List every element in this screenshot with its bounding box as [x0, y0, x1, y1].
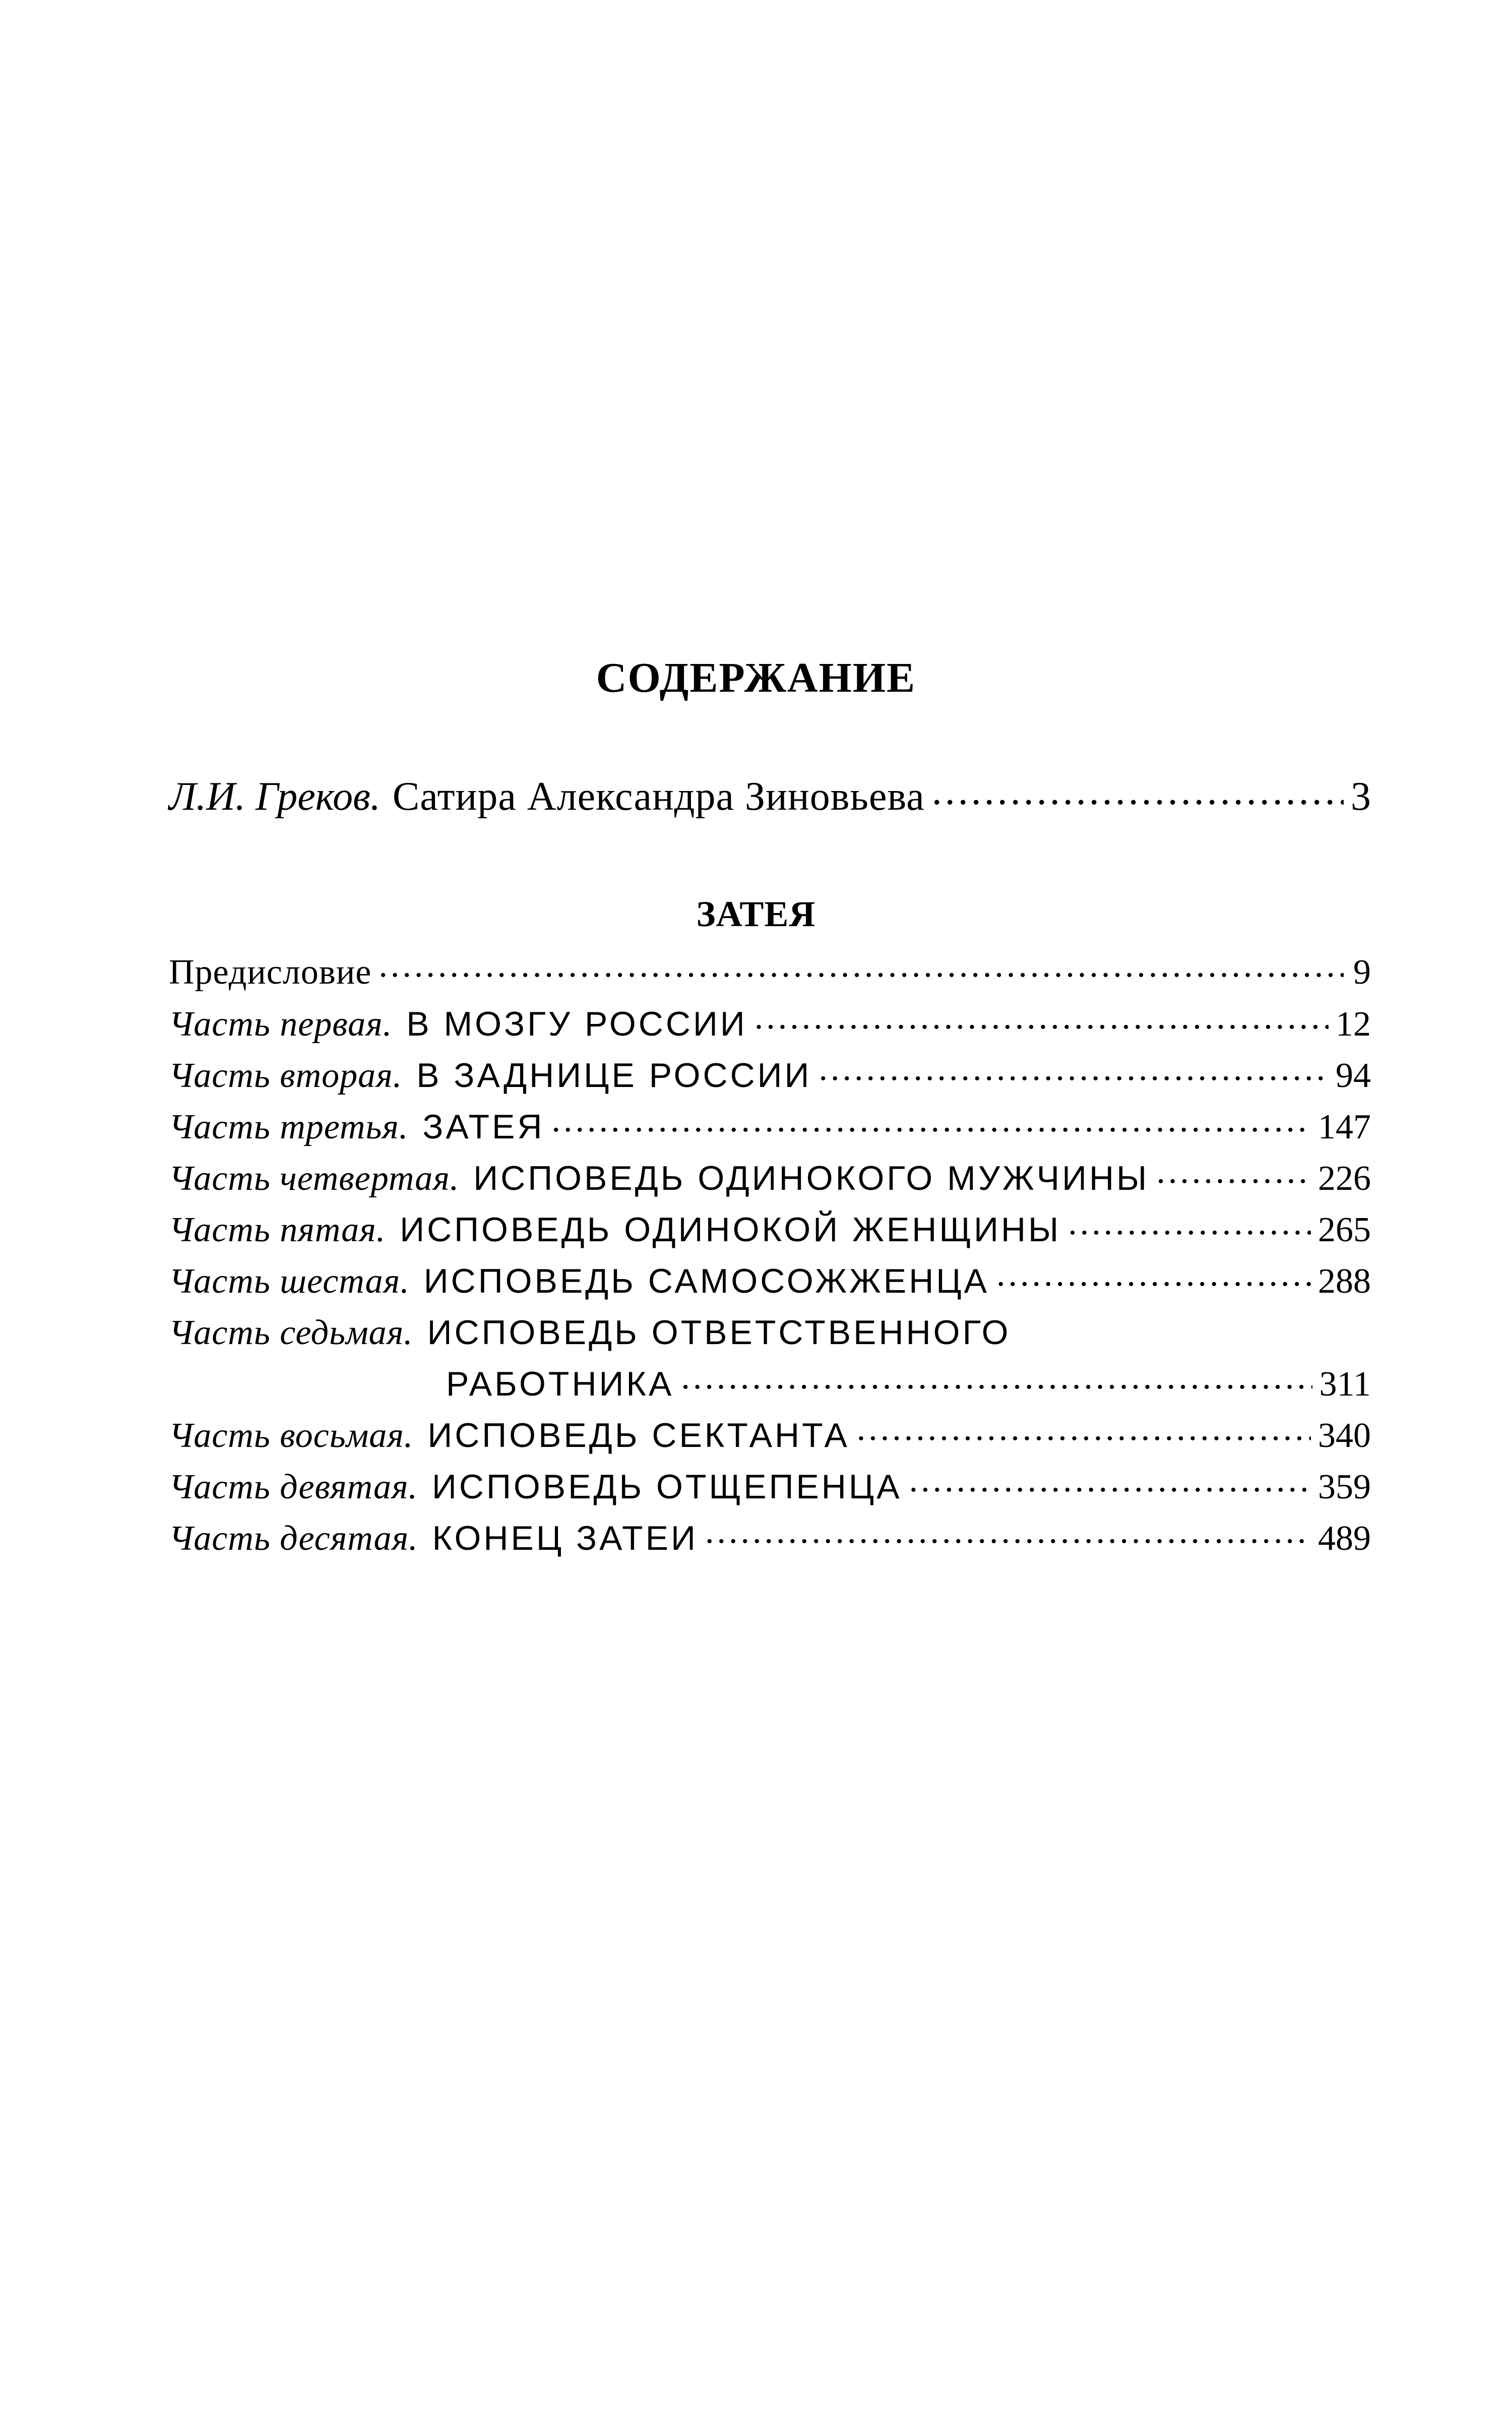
intro-title: Сатира Александра Зиновьева — [392, 774, 925, 819]
dot-leader — [909, 1463, 1311, 1498]
entry-page-number: 311 — [1319, 1365, 1371, 1404]
entry-title: Предисловие — [169, 953, 372, 992]
entry-page-number: 288 — [1318, 1262, 1371, 1301]
entry-page-number: 226 — [1318, 1159, 1371, 1198]
entry-title: В МОЗГУ РОССИИ — [406, 1005, 747, 1043]
entry-title: ИСПОВЕДЬ СЕКТАНТА — [427, 1416, 850, 1455]
entry-first-line — [169, 1307, 1371, 1358]
entry-part-label: Часть пятая. — [169, 1211, 386, 1249]
toc-entry-part-6[interactable] — [169, 1255, 1371, 1307]
dot-leader — [379, 948, 1344, 984]
toc-list — [169, 947, 1371, 1564]
entry-title: ИСПОВЕДЬ САМОСОЖЖЕНЦА — [423, 1262, 989, 1300]
entry-page-number: 265 — [1318, 1211, 1371, 1249]
dot-leader — [818, 1052, 1329, 1087]
section-title: ЗАТЕЯ — [696, 894, 816, 934]
entry-part-label: Часть десятая. — [169, 1519, 418, 1558]
intro-page-number: 3 — [1351, 774, 1371, 819]
toc-entry-preface[interactable] — [169, 947, 1371, 998]
entry-page-number: 359 — [1318, 1468, 1371, 1506]
entry-part-label: Часть седьмая. — [169, 1313, 413, 1352]
entry-title: ЗАТЕЯ — [422, 1108, 545, 1146]
toc-entry-part-3[interactable] — [169, 1101, 1371, 1153]
toc-entry-part-9[interactable] — [169, 1461, 1371, 1512]
toc-entry-part-10[interactable] — [169, 1512, 1371, 1564]
entry-part-label: Часть восьмая. — [169, 1416, 414, 1455]
entry-page-number: 147 — [1318, 1108, 1371, 1146]
dot-leader — [996, 1257, 1311, 1293]
entry-page-number: 340 — [1318, 1416, 1371, 1455]
toc-entry-part-7[interactable] — [169, 1307, 1371, 1410]
dot-leader — [705, 1515, 1311, 1550]
entry-title: В ЗАДНИЦЕ РОССИИ — [416, 1056, 812, 1095]
entry-part-label: Часть вторая. — [169, 1056, 403, 1095]
toc-entry-part-4[interactable] — [169, 1153, 1371, 1204]
entry-part-label: Часть четвертая. — [169, 1159, 460, 1198]
entry-second-line — [169, 1358, 1371, 1410]
dot-leader — [681, 1360, 1312, 1396]
intro-entry[interactable] — [169, 769, 1371, 824]
intro-author: Л.И. Греков. — [169, 774, 381, 819]
entry-page-number: 12 — [1336, 1005, 1371, 1044]
entry-part-label: Часть шестая. — [169, 1262, 410, 1301]
entry-page-number: 489 — [1318, 1519, 1371, 1558]
dot-leader — [1068, 1206, 1311, 1241]
entry-page-number: 94 — [1336, 1056, 1371, 1095]
entry-title-continuation: РАБОТНИКА — [446, 1365, 674, 1403]
entry-title: ИСПОВЕДЬ ОТВЕТСТВЕННОГО — [427, 1313, 1011, 1352]
entry-page-number: 9 — [1353, 953, 1371, 992]
dot-leader — [932, 769, 1344, 810]
entry-title: ИСПОВЕДЬ ОДИНОКОЙ ЖЕНЩИНЫ — [400, 1211, 1061, 1249]
dot-leader — [1156, 1155, 1311, 1190]
toc-entry-part-8[interactable] — [169, 1410, 1371, 1461]
dot-leader — [551, 1103, 1311, 1138]
toc-entry-part-1[interactable] — [169, 998, 1371, 1050]
entry-part-label: Часть первая. — [169, 1005, 393, 1044]
toc-entry-part-2[interactable] — [169, 1050, 1371, 1101]
entry-title: КОНЕЦ ЗАТЕИ — [432, 1519, 698, 1557]
toc-entry-part-5[interactable] — [169, 1204, 1371, 1255]
entry-part-label: Часть девятая. — [169, 1468, 418, 1506]
contents-title: СОДЕРЖАНИЕ — [596, 654, 916, 701]
dot-leader — [857, 1412, 1311, 1447]
dot-leader — [754, 1000, 1329, 1036]
entry-title: ИСПОВЕДЬ ОДИНОКОГО МУЖЧИНЫ — [473, 1159, 1150, 1197]
entry-title: ИСПОВЕДЬ ОТЩЕПЕНЦА — [432, 1468, 902, 1506]
entry-part-label: Часть третья. — [169, 1108, 409, 1146]
